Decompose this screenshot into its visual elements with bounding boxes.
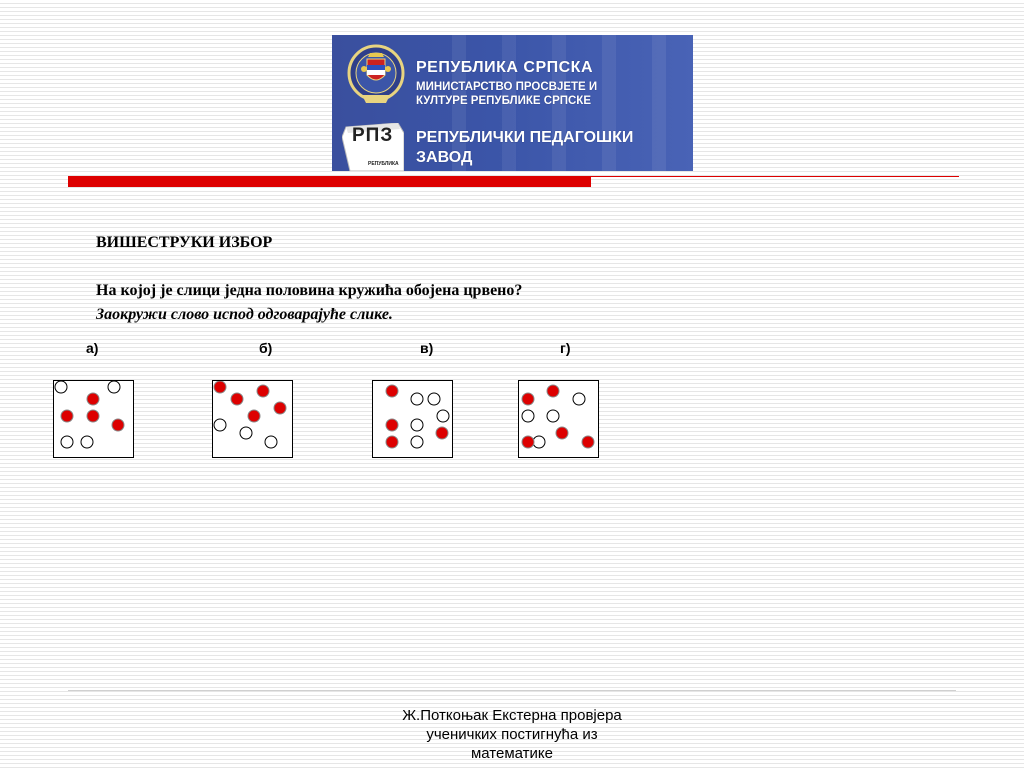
- red-dot: [61, 410, 73, 422]
- dots-figure-g: [519, 381, 598, 457]
- red-dot: [257, 385, 269, 397]
- coat-of-arms-icon: [344, 39, 408, 111]
- white-dot: [428, 393, 440, 405]
- rpz-logo-text: РПЗ: [352, 125, 394, 146]
- rpz-logo-subtext: РЕПУБЛИКА: [368, 161, 399, 167]
- white-dot: [547, 410, 559, 422]
- footer-credit: [362, 706, 662, 763]
- dots-figure-a: [54, 381, 133, 457]
- footer-divider: [68, 690, 956, 691]
- white-dot: [573, 393, 585, 405]
- red-dot: [436, 427, 448, 439]
- white-dot: [411, 419, 423, 431]
- white-dot: [108, 381, 120, 393]
- white-dot: [55, 381, 67, 393]
- white-dot: [437, 410, 449, 422]
- option-picture-v: [372, 380, 453, 458]
- banner-ministry-line1: МИНИСТАРСТВО ПРОСВЈЕТЕ И: [416, 81, 598, 93]
- red-divider-bar: [68, 176, 591, 187]
- footer-line-2: ученичких постигнућа из: [426, 726, 598, 743]
- red-dot: [386, 436, 398, 448]
- white-dot: [411, 436, 423, 448]
- red-dot: [214, 381, 226, 393]
- red-dot: [386, 419, 398, 431]
- red-dot: [547, 385, 559, 397]
- question-text: На којој је слици једна половина кружића обојена црвено?: [96, 282, 523, 299]
- white-dot: [214, 419, 226, 431]
- white-dot: [522, 410, 534, 422]
- red-dot: [87, 410, 99, 422]
- red-dot: [386, 385, 398, 397]
- white-dot: [265, 436, 277, 448]
- red-dot: [231, 393, 243, 405]
- red-dot: [522, 436, 534, 448]
- question-heading: ВИШЕСТРУКИ ИЗБОР: [96, 234, 273, 251]
- white-dot: [411, 393, 423, 405]
- option-picture-a: [53, 380, 134, 458]
- header-banner: [332, 35, 693, 171]
- footer-line-3: математике: [470, 745, 554, 762]
- banner-institute-line1: РЕПУБЛИЧКИ ПЕДАГОШКИ: [416, 129, 634, 146]
- red-dot: [274, 402, 286, 414]
- white-dot: [533, 436, 545, 448]
- instruction-text: Заокружи слово испод одговарајуће слике.: [96, 306, 393, 323]
- red-dot: [522, 393, 534, 405]
- option-label-a[interactable]: а): [86, 340, 99, 356]
- red-dot: [87, 393, 99, 405]
- white-dot: [240, 427, 252, 439]
- banner-ministry-line2: КУЛТУРЕ РЕПУБЛИКЕ СРПСКЕ: [416, 95, 591, 107]
- white-dot: [61, 436, 73, 448]
- footer-line-1: Ж.Поткоњак Екстерна провјера: [402, 707, 622, 724]
- red-dot: [582, 436, 594, 448]
- dots-figure-v: [373, 381, 452, 457]
- option-label-g[interactable]: г): [560, 340, 571, 356]
- option-label-v[interactable]: в): [420, 340, 434, 356]
- dots-figure-b: [213, 381, 292, 457]
- red-divider-line: [591, 176, 959, 177]
- red-dot: [556, 427, 568, 439]
- red-dot: [248, 410, 260, 422]
- rpz-logo: [342, 123, 404, 171]
- red-dot: [112, 419, 124, 431]
- option-picture-g: [518, 380, 599, 458]
- option-picture-b: [212, 380, 293, 458]
- white-dot: [81, 436, 93, 448]
- banner-title-republika: РЕПУБЛИКА СРПСКА: [416, 59, 593, 76]
- banner-institute-line2: ЗАВОД: [416, 149, 473, 166]
- option-label-b[interactable]: б): [259, 340, 273, 356]
